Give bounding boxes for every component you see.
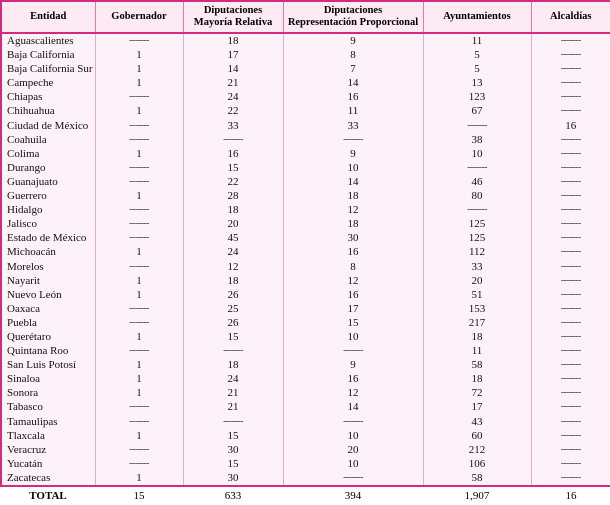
cell-dip-mr: 12 bbox=[183, 260, 283, 274]
cell-ayuntamientos: 46 bbox=[423, 175, 531, 189]
table-row bbox=[1, 330, 610, 344]
cell-alcaldias: ------- bbox=[531, 400, 610, 414]
cell-entidad: Veracruz bbox=[1, 443, 95, 457]
total-row bbox=[1, 486, 610, 505]
cell-entidad: Durango bbox=[1, 161, 95, 175]
table-row bbox=[1, 274, 610, 288]
cell-gobernador: ------- bbox=[95, 161, 183, 175]
cell-dip-rp: ------- bbox=[283, 415, 423, 429]
cell-entidad: Nuevo León bbox=[1, 288, 95, 302]
cell-dip-mr: 22 bbox=[183, 175, 283, 189]
cell-entidad: Zacatecas bbox=[1, 471, 95, 486]
cell-alcaldias: ------- bbox=[531, 302, 610, 316]
cell-dip-mr: 18 bbox=[183, 33, 283, 48]
cell-dip-mr: 25 bbox=[183, 302, 283, 316]
table-row bbox=[1, 48, 610, 62]
cell-dip-rp: 16 bbox=[283, 90, 423, 104]
cell-ayuntamientos: 18 bbox=[423, 372, 531, 386]
cell-dip-rp: 18 bbox=[283, 189, 423, 203]
cell-alcaldias: ------- bbox=[531, 33, 610, 48]
table-body bbox=[1, 33, 610, 486]
cell-dip-mr: ------- bbox=[183, 133, 283, 147]
total-dip-rp: 394 bbox=[283, 486, 423, 505]
cell-gobernador: 1 bbox=[95, 189, 183, 203]
cell-ayuntamientos: 51 bbox=[423, 288, 531, 302]
cell-alcaldias: ------- bbox=[531, 471, 610, 486]
total-alcaldias: 16 bbox=[531, 486, 610, 505]
column-header-ayuntamientos: Ayuntamientos bbox=[423, 1, 531, 33]
table-row bbox=[1, 62, 610, 76]
cell-dip-mr: ------- bbox=[183, 344, 283, 358]
cell-gobernador: ------- bbox=[95, 231, 183, 245]
cell-entidad: Aguascalientes bbox=[1, 33, 95, 48]
cell-gobernador: 1 bbox=[95, 471, 183, 486]
cell-entidad: Baja California bbox=[1, 48, 95, 62]
cell-gobernador: ------- bbox=[95, 217, 183, 231]
cell-alcaldias: ------- bbox=[531, 161, 610, 175]
cell-ayuntamientos: 60 bbox=[423, 429, 531, 443]
cell-gobernador: ------- bbox=[95, 33, 183, 48]
cell-dip-rp: 12 bbox=[283, 203, 423, 217]
cell-alcaldias: ------- bbox=[531, 48, 610, 62]
cell-gobernador: ------- bbox=[95, 133, 183, 147]
cell-entidad: Baja California Sur bbox=[1, 62, 95, 76]
table-row bbox=[1, 245, 610, 259]
cell-ayuntamientos: 212 bbox=[423, 443, 531, 457]
cell-ayuntamientos: ------- bbox=[423, 203, 531, 217]
cell-gobernador: 1 bbox=[95, 245, 183, 259]
cell-ayuntamientos: ------- bbox=[423, 161, 531, 175]
cell-dip-mr: 15 bbox=[183, 161, 283, 175]
cell-gobernador: 1 bbox=[95, 330, 183, 344]
total-ayuntamientos: 1,907 bbox=[423, 486, 531, 505]
cell-dip-rp: 16 bbox=[283, 288, 423, 302]
cell-dip-mr: 14 bbox=[183, 62, 283, 76]
cell-entidad: Ciudad de México bbox=[1, 119, 95, 133]
table-row bbox=[1, 189, 610, 203]
total-dip-mr: 633 bbox=[183, 486, 283, 505]
table-row bbox=[1, 457, 610, 471]
cell-alcaldias: ------- bbox=[531, 457, 610, 471]
cell-dip-mr: 33 bbox=[183, 119, 283, 133]
cell-dip-mr: 21 bbox=[183, 386, 283, 400]
cell-alcaldias: ------- bbox=[531, 62, 610, 76]
table-header bbox=[1, 1, 610, 33]
cell-entidad: Morelos bbox=[1, 260, 95, 274]
cell-dip-mr: 24 bbox=[183, 245, 283, 259]
cell-dip-mr: 15 bbox=[183, 429, 283, 443]
cell-dip-rp: 10 bbox=[283, 161, 423, 175]
cell-alcaldias: ------- bbox=[531, 344, 610, 358]
cell-ayuntamientos: 33 bbox=[423, 260, 531, 274]
cell-dip-rp: 12 bbox=[283, 386, 423, 400]
cell-entidad: Oaxaca bbox=[1, 302, 95, 316]
cell-ayuntamientos: 72 bbox=[423, 386, 531, 400]
cell-dip-mr: ------- bbox=[183, 415, 283, 429]
cell-dip-mr: 30 bbox=[183, 443, 283, 457]
cell-gobernador: 1 bbox=[95, 147, 183, 161]
cell-dip-mr: 15 bbox=[183, 457, 283, 471]
cell-dip-rp: ------- bbox=[283, 471, 423, 486]
cell-dip-rp: ------- bbox=[283, 344, 423, 358]
column-header-diputaciones-rp-line1: Diputaciones bbox=[323, 5, 383, 16]
cell-ayuntamientos: 153 bbox=[423, 302, 531, 316]
cell-dip-rp: 10 bbox=[283, 429, 423, 443]
column-header-diputaciones-rp bbox=[283, 1, 423, 33]
cell-entidad: Michoacán bbox=[1, 245, 95, 259]
cell-dip-mr: 21 bbox=[183, 76, 283, 90]
cell-alcaldias: ------- bbox=[531, 90, 610, 104]
cell-ayuntamientos: 13 bbox=[423, 76, 531, 90]
table-row bbox=[1, 76, 610, 90]
table-row bbox=[1, 133, 610, 147]
cell-entidad: Chiapas bbox=[1, 90, 95, 104]
cell-entidad: Guerrero bbox=[1, 189, 95, 203]
cell-gobernador: 1 bbox=[95, 288, 183, 302]
cell-alcaldias: ------- bbox=[531, 104, 610, 118]
cell-gobernador: 1 bbox=[95, 62, 183, 76]
table-row bbox=[1, 471, 610, 486]
cell-alcaldias: ------- bbox=[531, 147, 610, 161]
cell-entidad: Estado de México bbox=[1, 231, 95, 245]
table-row bbox=[1, 119, 610, 133]
table-row bbox=[1, 161, 610, 175]
cell-ayuntamientos: 80 bbox=[423, 189, 531, 203]
cell-gobernador: ------- bbox=[95, 316, 183, 330]
cell-ayuntamientos: 125 bbox=[423, 231, 531, 245]
table-row bbox=[1, 147, 610, 161]
cell-gobernador: ------- bbox=[95, 443, 183, 457]
cell-entidad: Jalisco bbox=[1, 217, 95, 231]
cell-ayuntamientos: 5 bbox=[423, 48, 531, 62]
table-row bbox=[1, 104, 610, 118]
cell-gobernador: 1 bbox=[95, 386, 183, 400]
cell-entidad: Campeche bbox=[1, 76, 95, 90]
cell-ayuntamientos: 125 bbox=[423, 217, 531, 231]
cell-entidad: Sinaloa bbox=[1, 372, 95, 386]
cell-gobernador: 1 bbox=[95, 372, 183, 386]
cell-gobernador: ------- bbox=[95, 415, 183, 429]
table-row bbox=[1, 33, 610, 48]
table-footer bbox=[1, 486, 610, 505]
cell-alcaldias: ------- bbox=[531, 133, 610, 147]
cell-entidad: Colima bbox=[1, 147, 95, 161]
cell-dip-rp: 8 bbox=[283, 260, 423, 274]
cell-entidad: Coahuila bbox=[1, 133, 95, 147]
cell-alcaldias: ------- bbox=[531, 245, 610, 259]
cell-dip-rp: 14 bbox=[283, 76, 423, 90]
table-row bbox=[1, 231, 610, 245]
cell-ayuntamientos: 5 bbox=[423, 62, 531, 76]
cell-ayuntamientos: 58 bbox=[423, 358, 531, 372]
cell-entidad: Guanajuato bbox=[1, 175, 95, 189]
header-row bbox=[1, 1, 610, 33]
cell-ayuntamientos: 11 bbox=[423, 344, 531, 358]
cell-gobernador: 1 bbox=[95, 76, 183, 90]
cell-entidad: Tabasco bbox=[1, 400, 95, 414]
cell-dip-rp: 9 bbox=[283, 358, 423, 372]
cell-alcaldias: ------- bbox=[531, 288, 610, 302]
cell-dip-mr: 24 bbox=[183, 90, 283, 104]
cell-entidad: Querétaro bbox=[1, 330, 95, 344]
cell-gobernador: 1 bbox=[95, 429, 183, 443]
cell-dip-rp: 33 bbox=[283, 119, 423, 133]
cell-dip-rp: 14 bbox=[283, 175, 423, 189]
cell-gobernador: 1 bbox=[95, 48, 183, 62]
cell-dip-mr: 26 bbox=[183, 288, 283, 302]
cell-gobernador: ------- bbox=[95, 175, 183, 189]
cell-alcaldias: ------- bbox=[531, 443, 610, 457]
column-header-gobernador: Gobernador bbox=[95, 1, 183, 33]
cell-ayuntamientos: 112 bbox=[423, 245, 531, 259]
cell-gobernador: ------- bbox=[95, 400, 183, 414]
cell-entidad: Puebla bbox=[1, 316, 95, 330]
cell-dip-mr: 20 bbox=[183, 217, 283, 231]
cell-dip-mr: 18 bbox=[183, 274, 283, 288]
cell-ayuntamientos: 217 bbox=[423, 316, 531, 330]
cell-entidad: Tamaulipas bbox=[1, 415, 95, 429]
cell-alcaldias: ------- bbox=[531, 231, 610, 245]
cell-ayuntamientos: 58 bbox=[423, 471, 531, 486]
cell-entidad: Yucatán bbox=[1, 457, 95, 471]
cell-alcaldias: ------- bbox=[531, 217, 610, 231]
cell-gobernador: ------- bbox=[95, 302, 183, 316]
cell-gobernador: ------- bbox=[95, 260, 183, 274]
cell-dip-rp: 12 bbox=[283, 274, 423, 288]
cell-dip-mr: 21 bbox=[183, 400, 283, 414]
cell-dip-rp: 16 bbox=[283, 372, 423, 386]
table-row bbox=[1, 217, 610, 231]
cell-dip-mr: 45 bbox=[183, 231, 283, 245]
cell-dip-mr: 18 bbox=[183, 358, 283, 372]
column-header-diputaciones-mr bbox=[183, 1, 283, 33]
table-row bbox=[1, 415, 610, 429]
cell-alcaldias: ------- bbox=[531, 372, 610, 386]
cell-alcaldias: ------- bbox=[531, 76, 610, 90]
table-row bbox=[1, 400, 610, 414]
cell-gobernador: ------- bbox=[95, 90, 183, 104]
cell-alcaldias: ------- bbox=[531, 189, 610, 203]
cell-ayuntamientos: 11 bbox=[423, 33, 531, 48]
cell-alcaldias: 16 bbox=[531, 119, 610, 133]
cell-entidad: Nayarit bbox=[1, 274, 95, 288]
cell-alcaldias: ------- bbox=[531, 316, 610, 330]
cell-dip-mr: 22 bbox=[183, 104, 283, 118]
column-header-entidad: Entidad bbox=[1, 1, 95, 33]
cell-ayuntamientos: 123 bbox=[423, 90, 531, 104]
cell-dip-rp: 11 bbox=[283, 104, 423, 118]
cell-dip-rp: 30 bbox=[283, 231, 423, 245]
table-row bbox=[1, 429, 610, 443]
cell-entidad: Hidalgo bbox=[1, 203, 95, 217]
cell-dip-mr: 17 bbox=[183, 48, 283, 62]
column-header-alcaldias: Alcaldías bbox=[531, 1, 610, 33]
cell-alcaldias: ------- bbox=[531, 415, 610, 429]
cell-dip-mr: 24 bbox=[183, 372, 283, 386]
cell-dip-rp: ------- bbox=[283, 133, 423, 147]
cell-alcaldias: ------- bbox=[531, 260, 610, 274]
cell-dip-rp: 15 bbox=[283, 316, 423, 330]
cell-entidad: Chihuahua bbox=[1, 104, 95, 118]
table-row bbox=[1, 344, 610, 358]
cell-ayuntamientos: 106 bbox=[423, 457, 531, 471]
cell-ayuntamientos: 38 bbox=[423, 133, 531, 147]
table-row bbox=[1, 302, 610, 316]
cell-alcaldias: ------- bbox=[531, 274, 610, 288]
cell-gobernador: ------- bbox=[95, 457, 183, 471]
table-row bbox=[1, 443, 610, 457]
cell-ayuntamientos: 18 bbox=[423, 330, 531, 344]
cell-dip-rp: 10 bbox=[283, 330, 423, 344]
cell-ayuntamientos: 10 bbox=[423, 147, 531, 161]
table-row bbox=[1, 316, 610, 330]
cell-dip-mr: 18 bbox=[183, 203, 283, 217]
cell-alcaldias: ------- bbox=[531, 386, 610, 400]
table-row bbox=[1, 372, 610, 386]
column-header-diputaciones-mr-line2: Mayoría Relativa bbox=[193, 17, 273, 28]
cell-dip-rp: 20 bbox=[283, 443, 423, 457]
cell-dip-mr: 28 bbox=[183, 189, 283, 203]
cell-entidad: Quintana Roo bbox=[1, 344, 95, 358]
table-row bbox=[1, 90, 610, 104]
table-row bbox=[1, 386, 610, 400]
cell-ayuntamientos: 20 bbox=[423, 274, 531, 288]
cell-dip-mr: 15 bbox=[183, 330, 283, 344]
table-row bbox=[1, 175, 610, 189]
table-row bbox=[1, 203, 610, 217]
total-gobernador: 15 bbox=[95, 486, 183, 505]
cell-dip-rp: 17 bbox=[283, 302, 423, 316]
cell-gobernador: 1 bbox=[95, 358, 183, 372]
cell-dip-rp: 10 bbox=[283, 457, 423, 471]
cell-alcaldias: ------- bbox=[531, 175, 610, 189]
cell-dip-rp: 8 bbox=[283, 48, 423, 62]
cell-dip-mr: 30 bbox=[183, 471, 283, 486]
cell-dip-mr: 26 bbox=[183, 316, 283, 330]
cell-gobernador: ------- bbox=[95, 119, 183, 133]
cell-alcaldias: ------- bbox=[531, 358, 610, 372]
cell-ayuntamientos: 67 bbox=[423, 104, 531, 118]
cell-entidad: Sonora bbox=[1, 386, 95, 400]
cell-dip-rp: 7 bbox=[283, 62, 423, 76]
cell-dip-mr: 16 bbox=[183, 147, 283, 161]
cell-ayuntamientos: 17 bbox=[423, 400, 531, 414]
table-row bbox=[1, 260, 610, 274]
table-row bbox=[1, 358, 610, 372]
cell-alcaldias: ------- bbox=[531, 203, 610, 217]
cell-entidad: San Luis Potosí bbox=[1, 358, 95, 372]
cell-gobernador: ------- bbox=[95, 203, 183, 217]
cell-ayuntamientos: ------- bbox=[423, 119, 531, 133]
cell-entidad: Tlaxcala bbox=[1, 429, 95, 443]
table-row bbox=[1, 288, 610, 302]
cell-gobernador: 1 bbox=[95, 104, 183, 118]
cell-gobernador: 1 bbox=[95, 274, 183, 288]
total-label: TOTAL bbox=[1, 486, 95, 505]
cell-ayuntamientos: 43 bbox=[423, 415, 531, 429]
cell-alcaldias: ------- bbox=[531, 330, 610, 344]
cell-dip-rp: 16 bbox=[283, 245, 423, 259]
cell-dip-rp: 14 bbox=[283, 400, 423, 414]
column-header-diputaciones-rp-line2: Representación Proporcional bbox=[287, 17, 419, 28]
column-header-diputaciones-mr-line1: Diputaciones bbox=[203, 5, 263, 16]
cell-dip-rp: 9 bbox=[283, 33, 423, 48]
cell-dip-rp: 9 bbox=[283, 147, 423, 161]
cell-dip-rp: 18 bbox=[283, 217, 423, 231]
cell-gobernador: ------- bbox=[95, 344, 183, 358]
cell-alcaldias: ------- bbox=[531, 429, 610, 443]
